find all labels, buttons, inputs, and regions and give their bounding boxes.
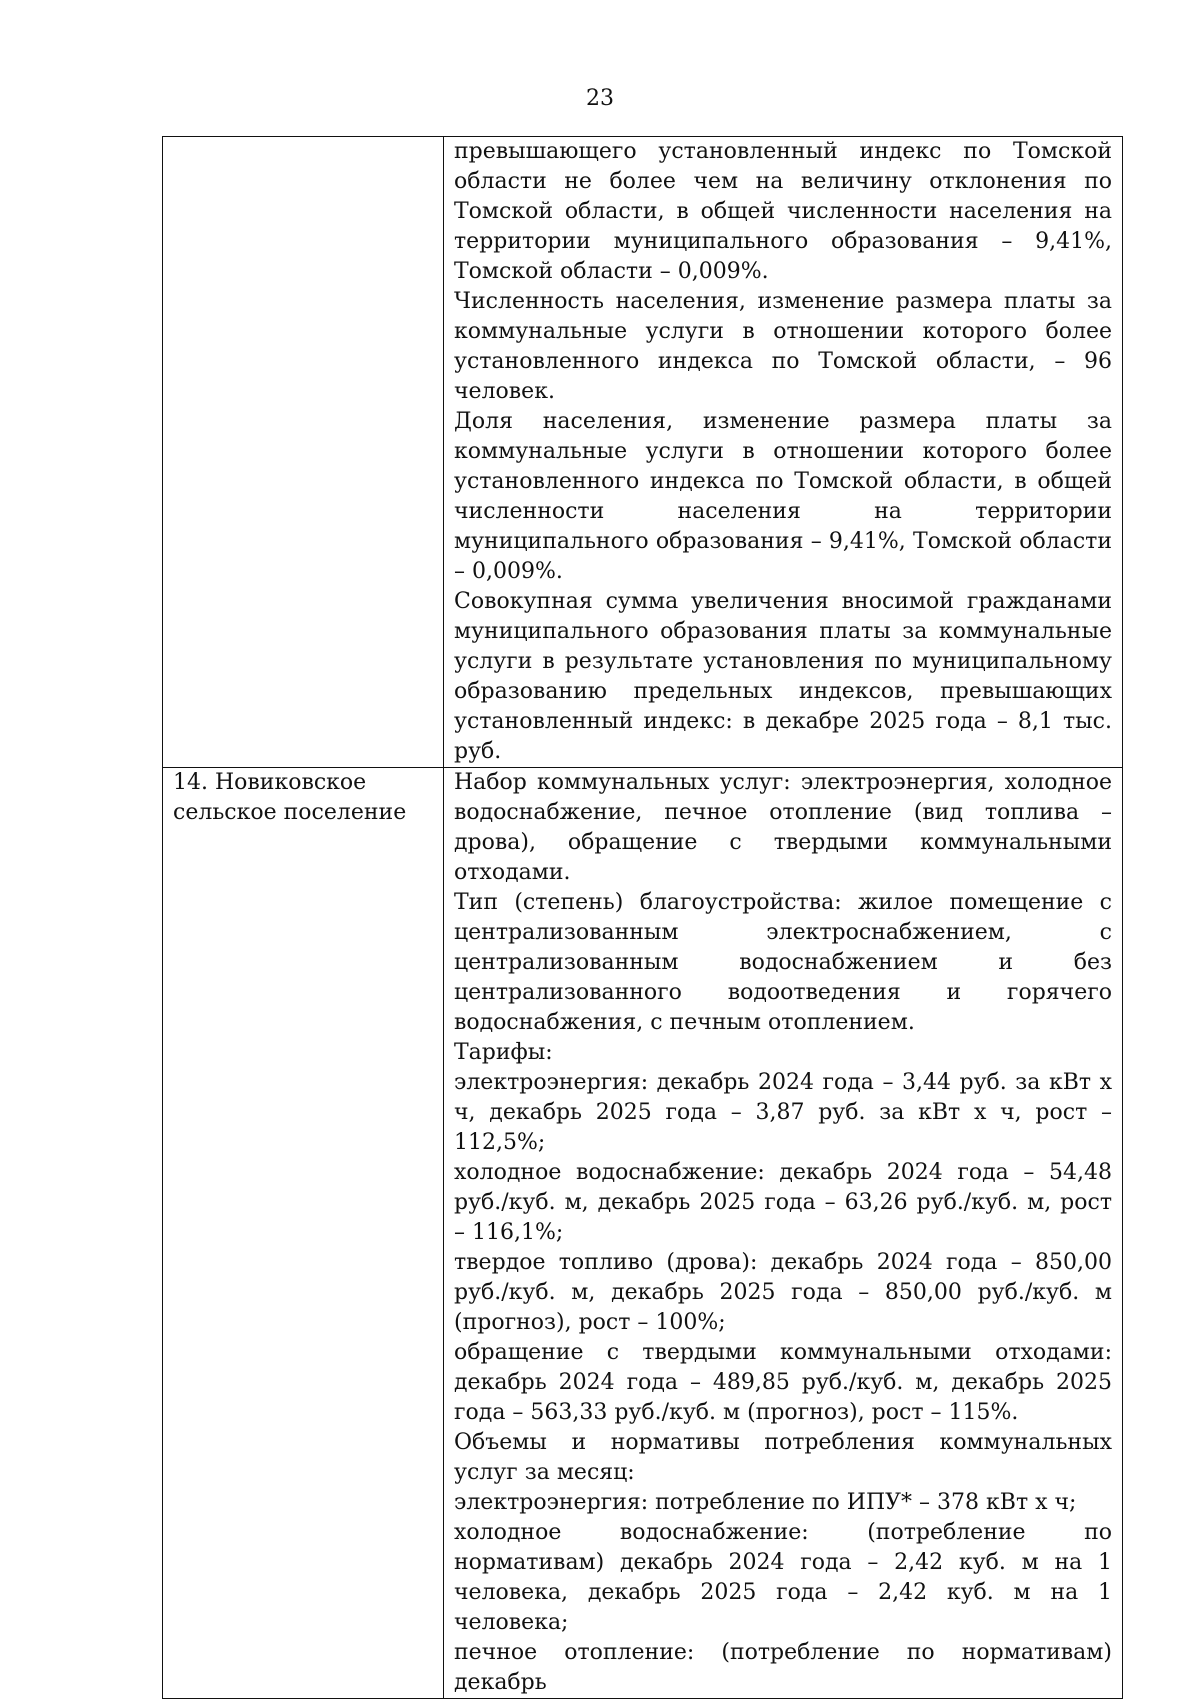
text-paragraph: Совокупная сумма увеличения вносимой гражданами муниципального образования платы за коммунальные услуги в результате установления по муниципальному образованию предельных индексов, превышающих установленный индекс: в декабре 2025 года – 8,1 тыс. руб. — [454, 589, 1112, 764]
text-paragraph: Тарифы: — [454, 1040, 553, 1065]
text-paragraph: холодное водоснабжение: (потребление по нормативам) декабрь 2024 года – 2,42 куб. м на 1 человека, декабрь 2025 года – 2,42 куб. м на 1 человека; — [454, 1520, 1112, 1635]
text-paragraph: Доля населения, изменение размера платы за коммунальные услуги в отношении которого более установленного индекса по Томской области, в общей численности населения на территории муниципального образования – 9,41%, Томской области – 0,009%. — [454, 409, 1112, 584]
text-paragraph: Тип (степень) благоустройства: жилое помещение с централизованным электроснабжением, с централизованным водоснабжением и без централизованного водоотведения и горячего водоснабжения, с печным отоплением. — [454, 890, 1112, 1035]
text-paragraph: электроэнергия: потребление по ИПУ* – 378 кВт х ч; — [454, 1490, 1077, 1515]
text-paragraph: превышающего установленный индекс по Томской области не более чем на величину отклонения по Томской области, в общей численности населения на территории муниципального образования – 9,41%, Томской области – 0,009%. — [454, 139, 1112, 284]
indicators-table — [162, 136, 1123, 1699]
table-row — [163, 137, 1123, 768]
details-cell — [444, 137, 1123, 768]
page-number: 23 — [586, 86, 614, 111]
text-paragraph: Численность населения, изменение размера платы за коммунальные услуги в отношении которого более установленного индекса по Томской области, – 96 человек. — [454, 289, 1112, 404]
text-paragraph: электроэнергия: декабрь 2024 года – 3,44 руб. за кВт х ч, декабрь 2025 года – 3,87 руб. за кВт х ч, рост – 112,5%; — [454, 1070, 1112, 1155]
table-row — [163, 768, 1123, 1699]
text-paragraph: Объемы и нормативы потребления коммунальных услуг за месяц: — [454, 1430, 1112, 1485]
municipality-cell — [163, 137, 444, 768]
details-cell — [444, 768, 1123, 1699]
text-paragraph: холодное водоснабжение: декабрь 2024 года – 54,48 руб./куб. м, декабрь 2025 года – 63,26 руб./куб. м, рост – 116,1%; — [454, 1160, 1112, 1245]
text-paragraph: обращение с твердыми коммунальными отходами: декабрь 2024 года – 489,85 руб./куб. м, декабрь 2025 года – 563,33 руб./куб. м (прогноз), рост – 115%. — [454, 1340, 1112, 1425]
municipality-cell — [163, 768, 444, 1699]
municipality-name: 14. Новиковское сельское поселение — [173, 770, 407, 825]
text-paragraph: печное отопление: (потребление по нормативам) декабрь — [454, 1640, 1112, 1695]
text-paragraph: Набор коммунальных услуг: электроэнергия, холодное водоснабжение, печное отопление (вид топлива – дрова), обращение с твердыми коммунальными отходами. — [454, 770, 1112, 885]
text-paragraph: твердое топливо (дрова): декабрь 2024 года – 850,00 руб./куб. м, декабрь 2025 года – 850,00 руб./куб. м (прогноз), рост – 100%; — [454, 1250, 1112, 1335]
